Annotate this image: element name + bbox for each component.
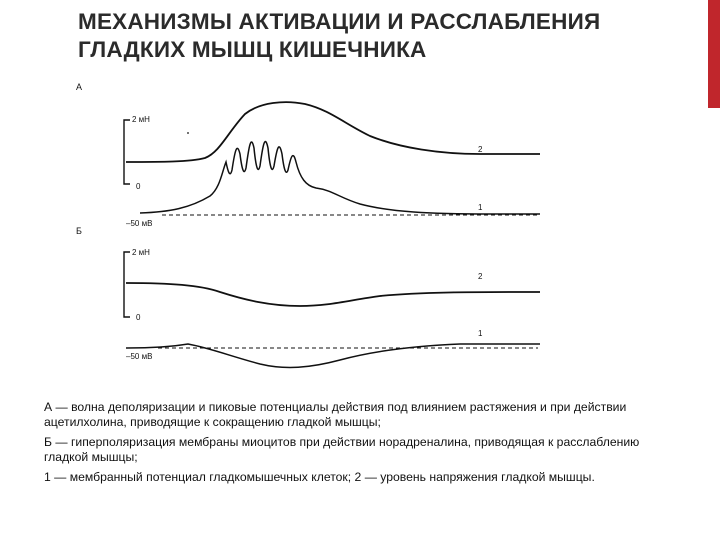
- panel-b-tension-curve: [126, 283, 540, 306]
- panel-b-force-scale: [124, 252, 130, 317]
- physiology-figure: [70, 74, 630, 374]
- accent-bar: [708, 0, 720, 108]
- panel-a-force-scale: [124, 120, 130, 184]
- caption-legend: 1 — мембранный потенциал гладкомышечных клеток; 2 — уровень напряжения гладкой мышцы.: [44, 470, 595, 484]
- panel-b-voltage-label: –50 мВ: [126, 352, 153, 361]
- panel-a-curve-1-label: 1: [478, 203, 483, 212]
- panel-a-label: А: [76, 82, 83, 92]
- title-line-1: МЕХАНИЗМЫ АКТИВАЦИИ И РАССЛАБЛЕНИЯ: [78, 9, 601, 34]
- caption-panel-a: А — волна деполяризации и пиковые потенциалы действия под влиянием растяжения и при действии ацетилхолина, приводящие к сокращению гладкой мышцы;: [44, 400, 627, 429]
- panel-b-force-label: 2 мН: [132, 248, 150, 257]
- panel-a-zero-label: 0: [136, 182, 141, 191]
- panel-a-curve-2-label: 2: [478, 145, 483, 154]
- caption-panel-b: Б — гиперполяризация мембраны миоцитов при действии норадреналина, приводящая к расслаблению гладкой мышцы;: [44, 435, 640, 464]
- slide-title: [78, 8, 698, 64]
- panel-b-label: Б: [76, 226, 82, 236]
- panel-b-zero-label: 0: [136, 313, 141, 322]
- panel-a-force-label: 2 мН: [132, 115, 150, 124]
- panel-b-curve-1-label: 1: [478, 329, 483, 338]
- panel-a-dot: [187, 132, 189, 134]
- figure-caption: [44, 400, 684, 490]
- title-line-2: ГЛАДКИХ МЫШЦ КИШЕЧНИКА: [78, 37, 427, 62]
- panel-b-curve-2-label: 2: [478, 272, 483, 281]
- panel-b-membrane-curve: [126, 344, 540, 367]
- panel-a-voltage-label: –50 мВ: [126, 219, 153, 228]
